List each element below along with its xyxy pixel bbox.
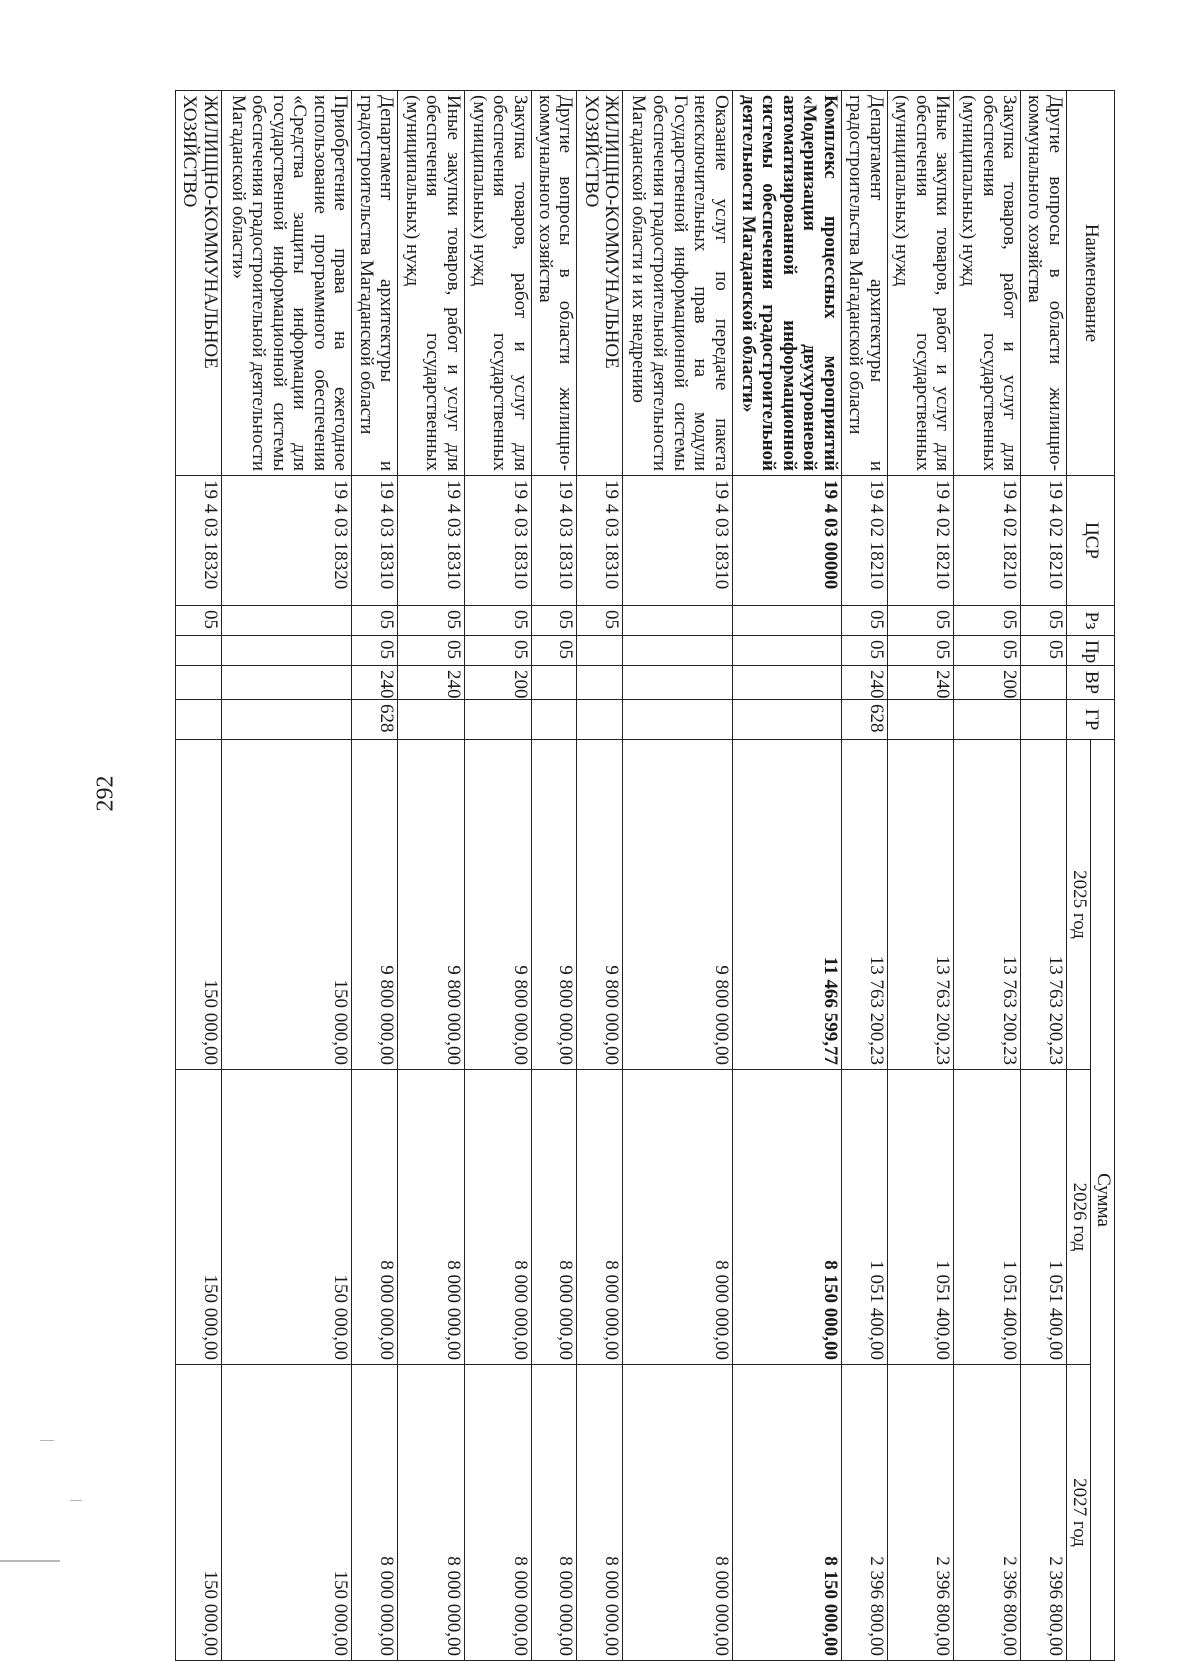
row-name: Другие вопросы в области жилищно-коммунального хозяйства [531,91,577,476]
row-vr: 240 [887,666,954,700]
budget-table-rotated [175,90,1115,1660]
row-2025: 13 763 200,23 [887,740,954,1070]
row-gr: 628 [841,700,887,740]
table-row [623,91,732,1661]
table-row [352,91,398,1661]
row-csr: 19 4 03 00000 [732,476,841,606]
row-vr [531,666,577,700]
row-csr: 19 4 02 18210 [954,476,1021,606]
row-2027: 2 396 800,00 [841,1365,887,1661]
row-2026: 150 000,00 [176,1070,222,1365]
row-pr: 05 [531,636,577,666]
row-2026: 8 000 000,00 [352,1070,398,1365]
table-row [1021,91,1067,1661]
table-row [954,91,1021,1661]
row-pr: 05 [887,636,954,666]
header-row-1 [1091,91,1115,1661]
row-name: Закупка товаров, работ и услуг для обеспечения государственных (муниципальных) нужд [464,91,531,476]
table-row [221,91,352,1661]
row-gr [464,700,531,740]
row-2026: 150 000,00 [221,1070,352,1365]
header-2025: 2025 год [1067,740,1091,1070]
row-name: Приобретение права на ежегодное использование программного обеспечения «Средства защиты информации для государственной информационной системы обеспечения градостроительной деятельности Магаданской области» [221,91,352,476]
row-pr [623,636,732,666]
row-2026: 8 150 000,00 [732,1070,841,1365]
row-pr: 05 [1021,636,1067,666]
row-rz: 05 [176,606,222,636]
row-gr [176,700,222,740]
row-gr [577,700,623,740]
row-name: Комплекс процессных мероприятий «Модернизация двухуровневой автоматизированной информационной системы обеспечения градостроительной деятельности Магаданской области» [732,91,841,476]
row-gr [887,700,954,740]
row-2025: 13 763 200,23 [1021,740,1067,1070]
header-vr: ВР [1067,666,1115,700]
row-csr: 19 4 02 18210 [1021,476,1067,606]
row-csr: 19 4 03 18320 [176,476,222,606]
row-2026: 1 051 400,00 [841,1070,887,1365]
row-2026: 1 051 400,00 [954,1070,1021,1365]
row-2027: 8 150 000,00 [732,1365,841,1661]
row-2027: 8 000 000,00 [398,1365,465,1661]
table-row [841,91,887,1661]
row-vr: 200 [954,666,1021,700]
table-row [531,91,577,1661]
table-row-complex [732,91,841,1661]
row-2025: 9 800 000,00 [464,740,531,1070]
table-row [398,91,465,1661]
row-2027: 8 000 000,00 [623,1365,732,1661]
row-rz: 05 [887,606,954,636]
row-2025: 150 000,00 [176,740,222,1070]
row-vr: 240 [352,666,398,700]
row-2025: 150 000,00 [221,740,352,1070]
row-2025: 9 800 000,00 [577,740,623,1070]
table-row [887,91,954,1661]
row-pr: 05 [464,636,531,666]
row-vr: 240 [841,666,887,700]
header-gr: ГР [1067,700,1115,740]
row-2025: 13 763 200,23 [841,740,887,1070]
row-gr [221,700,352,740]
header-name: Наименование [1067,91,1115,476]
row-2027: 150 000,00 [176,1365,222,1661]
header-csr: ЦСР [1067,476,1115,606]
row-gr: 628 [352,700,398,740]
row-2026: 1 051 400,00 [887,1070,954,1365]
table-row [176,91,222,1661]
row-csr: 19 4 03 18310 [398,476,465,606]
row-rz: 05 [531,606,577,636]
table-row [577,91,623,1661]
row-2027: 8 000 000,00 [464,1365,531,1661]
row-rz: 05 [577,606,623,636]
row-gr [954,700,1021,740]
row-2026: 8 000 000,00 [464,1070,531,1365]
row-2025: 9 800 000,00 [352,740,398,1070]
row-rz [623,606,732,636]
row-vr: 200 [464,666,531,700]
row-name: Другие вопросы в области жилищно-коммунального хозяйства [1021,91,1067,476]
row-csr: 19 4 02 18210 [887,476,954,606]
row-2025: 9 800 000,00 [398,740,465,1070]
budget-table [175,90,1115,1661]
row-name: ЖИЛИЩНО-КОММУНАЛЬНОЕ ХОЗЯЙСТВО [577,91,623,476]
row-2026: 8 000 000,00 [623,1070,732,1365]
row-name: Департамент архитектуры и градостроительства Магаданской области [352,91,398,476]
row-csr: 19 4 03 18310 [531,476,577,606]
row-2027: 150 000,00 [221,1365,352,1661]
row-name: Закупка товаров, работ и услуг для обеспечения государственных (муниципальных) нужд [954,91,1021,476]
row-rz [221,606,352,636]
row-name: Оказание услуг по передаче пакета неисключительных прав на модули Государственной информационной системы обеспечения градостроительной деятельности Магаданской области и их внедрению [623,91,732,476]
row-rz: 05 [1021,606,1067,636]
scan-edge-mark [40,1440,54,1441]
row-pr [176,636,222,666]
row-pr: 05 [352,636,398,666]
row-2027: 8 000 000,00 [531,1365,577,1661]
row-csr: 19 4 03 18310 [464,476,531,606]
row-2027: 2 396 800,00 [887,1365,954,1661]
row-pr: 05 [841,636,887,666]
header-2026: 2026 год [1067,1070,1091,1365]
row-name: Иные закупки товаров, работ и услуг для обеспечения государственных (муниципальных) нужд [887,91,954,476]
row-2027: 8 000 000,00 [352,1365,398,1661]
row-name: Иные закупки товаров, работ и услуг для обеспечения государственных (муниципальных) нужд [398,91,465,476]
row-vr [176,666,222,700]
scan-edge-mark [70,1500,82,1501]
row-rz: 05 [954,606,1021,636]
row-2027: 8 000 000,00 [577,1365,623,1661]
row-rz: 05 [352,606,398,636]
row-2026: 8 000 000,00 [577,1070,623,1365]
table-row [464,91,531,1661]
row-pr [221,636,352,666]
row-vr [577,666,623,700]
row-csr: 19 4 03 18310 [352,476,398,606]
row-gr [398,700,465,740]
row-csr: 19 4 03 18320 [221,476,352,606]
row-csr: 19 4 03 18310 [623,476,732,606]
row-gr [623,700,732,740]
row-name: ЖИЛИЩНО-КОММУНАЛЬНОЕ ХОЗЯЙСТВО [176,91,222,476]
row-2027: 2 396 800,00 [954,1365,1021,1661]
page-number: 292 [92,775,119,812]
row-vr: 240 [398,666,465,700]
row-vr [1021,666,1067,700]
row-gr [732,700,841,740]
scan-edge-mark [0,1560,60,1562]
header-rz: Рз [1067,606,1115,636]
row-vr [221,666,352,700]
row-2025: 11 466 599,77 [732,740,841,1070]
row-vr [732,666,841,700]
row-rz: 05 [464,606,531,636]
row-2026: 8 000 000,00 [398,1070,465,1365]
row-rz: 05 [398,606,465,636]
row-csr: 19 4 03 18310 [577,476,623,606]
row-gr [531,700,577,740]
row-2025: 9 800 000,00 [531,740,577,1070]
row-pr: 05 [954,636,1021,666]
row-gr [1021,700,1067,740]
header-pr: Пр [1067,636,1115,666]
row-pr [577,636,623,666]
row-vr [623,666,732,700]
row-csr: 19 4 02 18210 [841,476,887,606]
row-pr: 05 [398,636,465,666]
row-2025: 9 800 000,00 [623,740,732,1070]
row-2026: 8 000 000,00 [531,1070,577,1365]
row-2026: 1 051 400,00 [1021,1070,1067,1365]
row-name: Департамент архитектуры и градостроительства Магаданской области [841,91,887,476]
header-sum: Сумма [1091,740,1115,1661]
row-pr [732,636,841,666]
row-2027: 2 396 800,00 [1021,1365,1067,1661]
row-2025: 13 763 200,23 [954,740,1021,1070]
header-2027: 2027 год [1067,1365,1091,1661]
row-rz: 05 [841,606,887,636]
row-rz [732,606,841,636]
